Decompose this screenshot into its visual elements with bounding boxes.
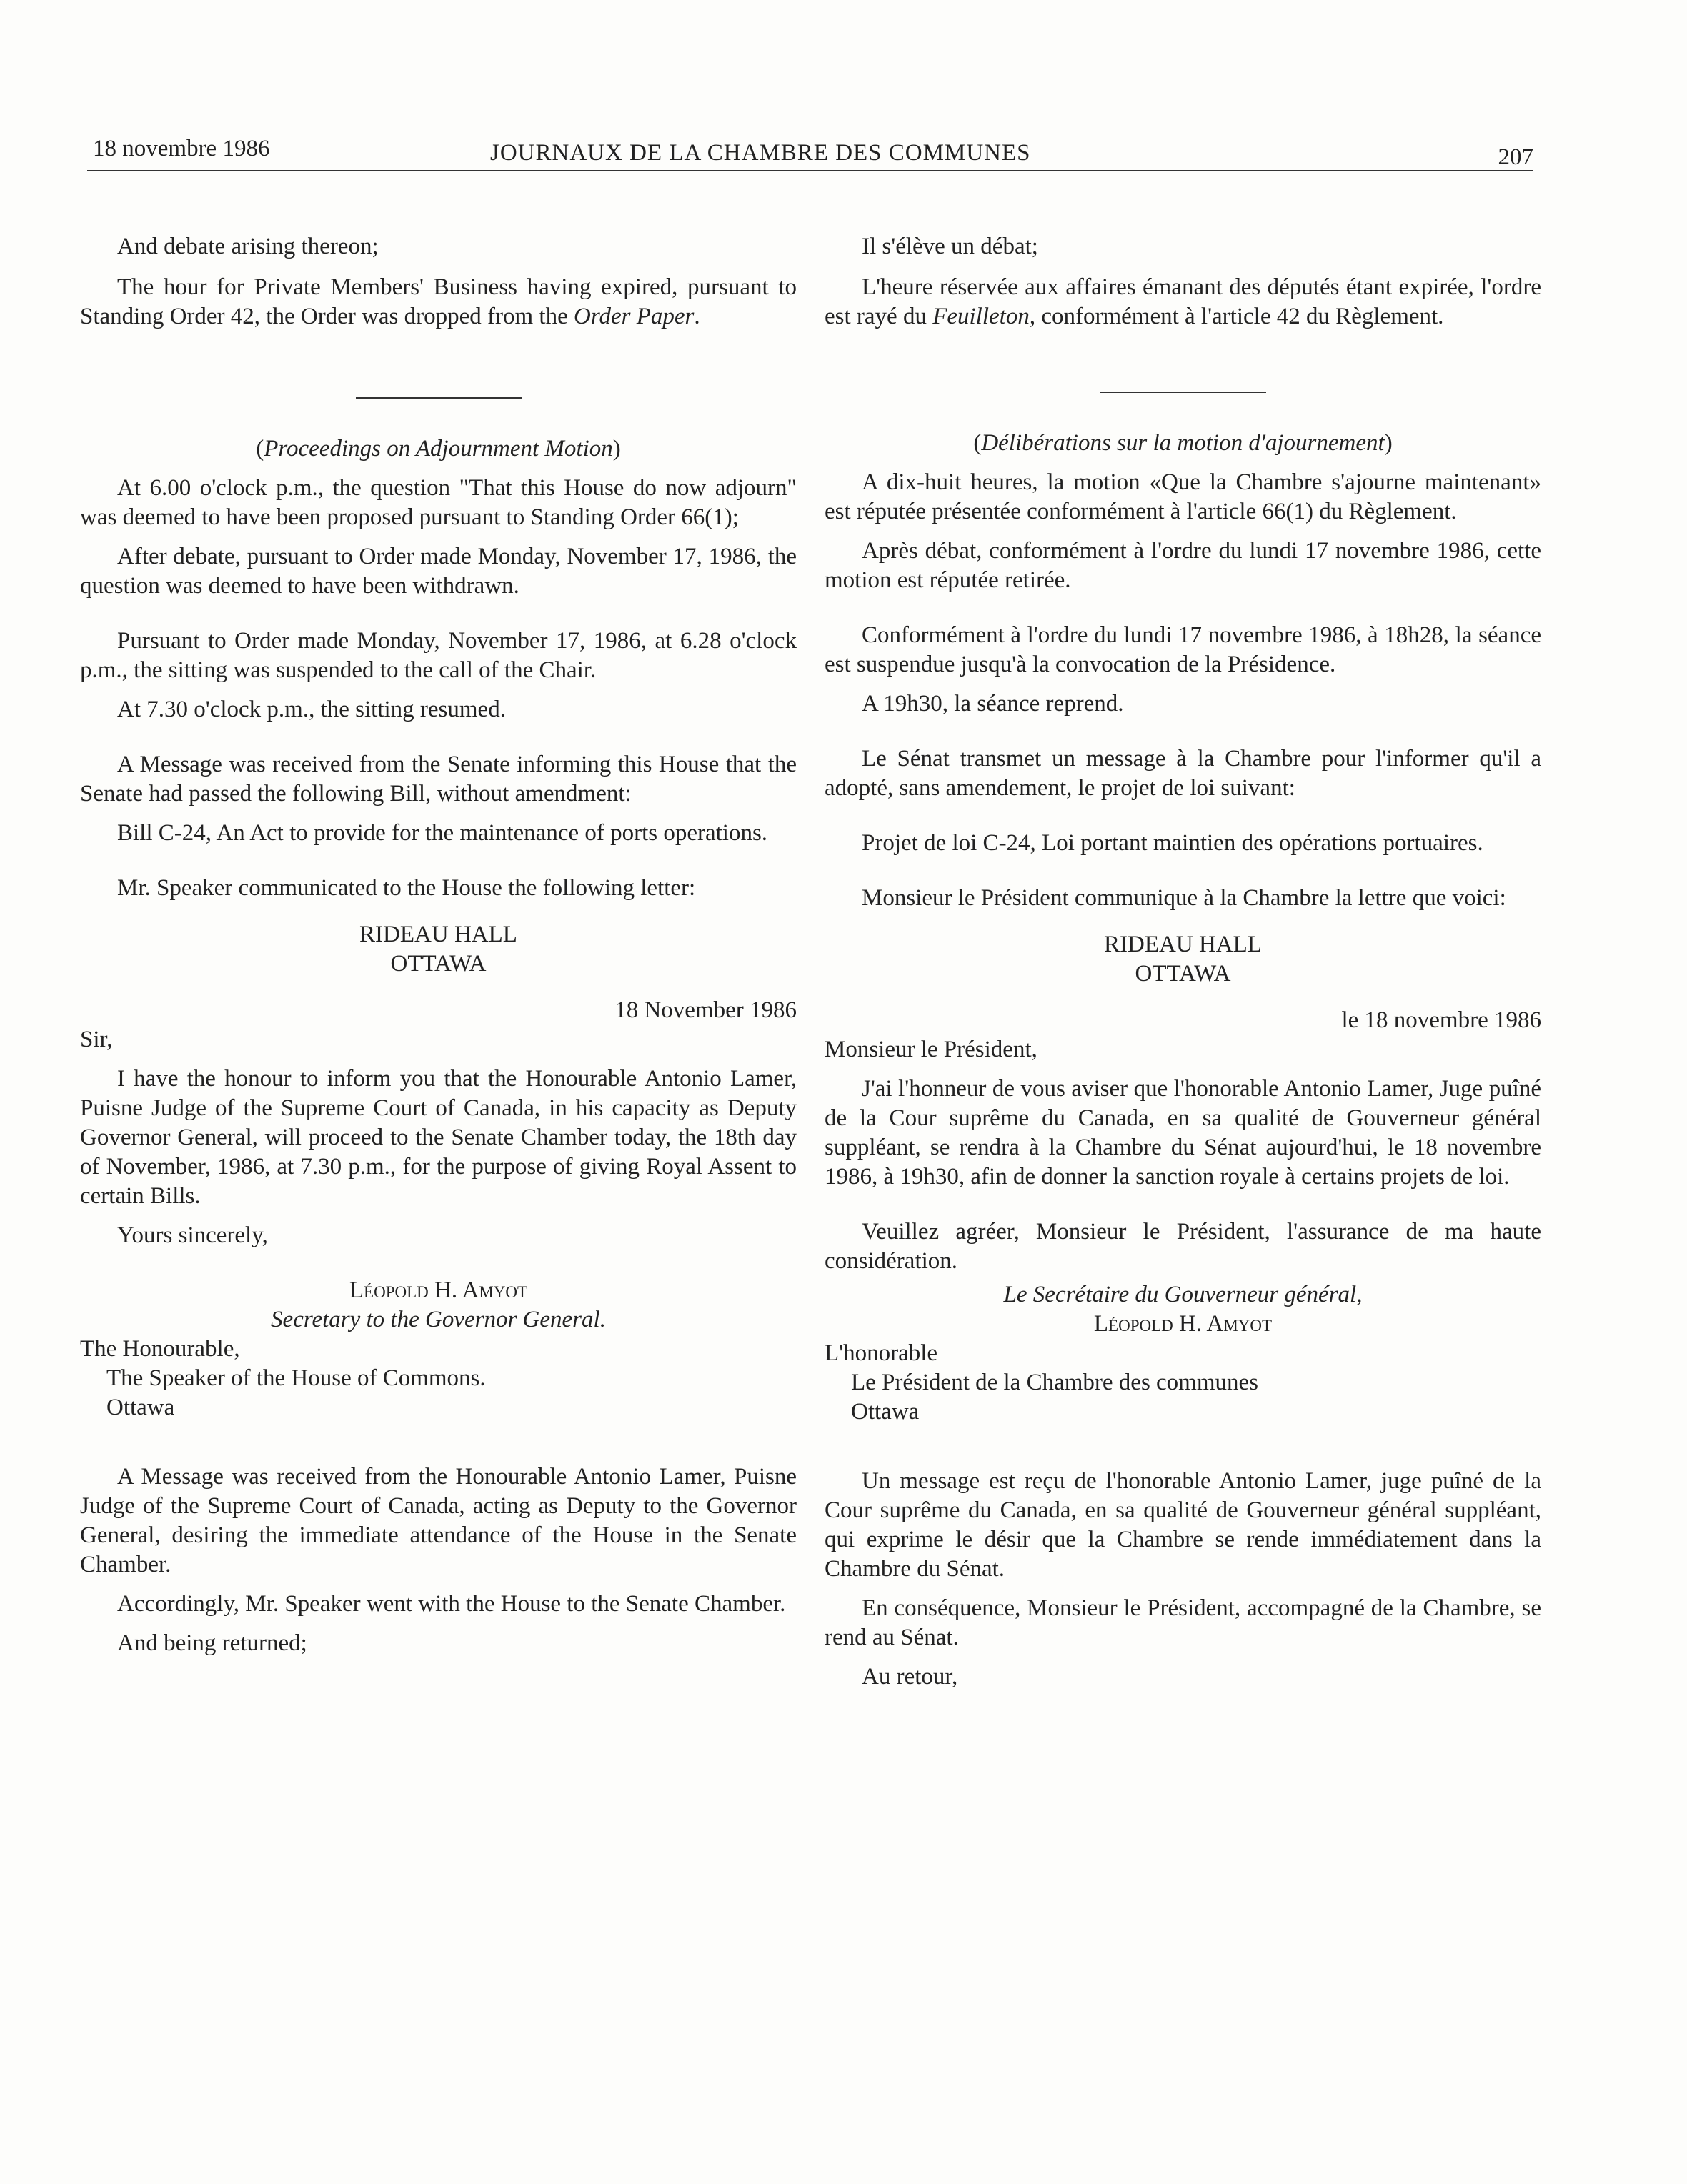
fr-section-rule: [1100, 392, 1266, 393]
fr-feuilleton: Feuilleton: [932, 304, 1030, 329]
en-letter-body: I have the honour to inform you that the Honourable Antonio Lamer, Puisne Judge of the Supreme Court of Canada, in his capacity as Deputy Governor General, will proceed to the Senate Chamber today, the 18th day of November, 1986, at 7.30 p.m., for the purpose of giving Royal Assent to certain Bills.: [80, 1066, 797, 1209]
en-addressee-1: The Honourable,: [80, 1336, 240, 1362]
en-speaker-went: Accordingly, Mr. Speaker went with the House to the Senate Chamber.: [117, 1591, 786, 1617]
en-proceedings-title: (Proceedings on Adjournment Motion): [256, 436, 621, 462]
en-debate-arising: And debate arising thereon;: [117, 234, 379, 259]
journal-title: JOURNAUX DE LA CHAMBRE DES COMMUNES: [490, 140, 1031, 166]
fr-en-consequence: En conséquence, Monsieur le Président, accompagné de la Chambre, se rend au Sénat.: [825, 1595, 1541, 1650]
fr-seance-suspendue: Conformément à l'ordre du lundi 17 novembre 1986, à 18h28, la séance est suspendue jusqu'à la convocation de la Présidence.: [825, 622, 1541, 677]
en-salutation: Sir,: [80, 1027, 113, 1052]
page-number: 207: [1498, 144, 1533, 170]
page-header: [87, 136, 1533, 179]
en-letter-date: 18 November 1986: [614, 997, 797, 1023]
en-bill-c24: Bill C-24, An Act to provide for the maintenance of ports operations.: [117, 820, 768, 846]
header-rule: [87, 170, 1533, 171]
french-column: [825, 232, 1541, 1692]
fr-addressee-2: Le Président de la Chambre des communes: [851, 1370, 1259, 1395]
en-sitting-resumed: At 7.30 o'clock p.m., the sitting resumed.: [117, 697, 506, 722]
en-question-withdrawn: After debate, pursuant to Order made Monday, November 17, 1986, the question was deemed to have been withdrawn.: [80, 544, 797, 599]
fr-au-retour: Au retour,: [862, 1664, 958, 1690]
fr-heure-reservee: L'heure réservée aux affaires émanant des députés étant expirée, l'ordre est rayé du Feuilleton, conformément à l'article 42 du Règlement.: [825, 274, 1541, 329]
en-addressee-3: Ottawa: [106, 1395, 175, 1420]
fr-addressee-1: L'honorable: [825, 1340, 938, 1366]
en-order-paper: Order Paper: [574, 304, 695, 329]
en-speaker-letter-intro: Mr. Speaker communicated to the House the following letter:: [117, 875, 696, 901]
fr-lettre-intro: Monsieur le Président communique à la Chambre la lettre que voici:: [862, 885, 1506, 911]
en-private-members-expired: The hour for Private Members' Business having expired, pursuant to Standing Order 42, the Order was dropped from the Order Paper.: [80, 274, 797, 329]
fr-projet-c24: Projet de loi C-24, Loi portant maintien des opérations portuaires.: [862, 830, 1483, 856]
en-being-returned: And being returned;: [117, 1630, 307, 1656]
fr-signature-title: Le Secrétaire du Gouverneur général,: [1003, 1282, 1363, 1307]
en-letter-place-1: RIDEAU HALL: [359, 922, 517, 947]
en-closing: Yours sincerely,: [117, 1222, 268, 1248]
fr-closing: Veuillez agréer, Monsieur le Président, l'assurance de ma haute considération.: [825, 1219, 1541, 1274]
fr-signature: Léopold H. Amyot: [1093, 1311, 1273, 1337]
fr-addressee-3: Ottawa: [851, 1399, 920, 1425]
english-column: [80, 232, 797, 1658]
en-letter-place-2: OTTAWA: [390, 951, 487, 977]
fr-debat: Il s'élève un débat;: [862, 234, 1038, 259]
fr-motion-retiree: Après débat, conformément à l'ordre du lundi 17 novembre 1986, cette motion est réputée retirée.: [825, 538, 1541, 593]
fr-salutation: Monsieur le Président,: [825, 1037, 1037, 1062]
header-date: 18 novembre 1986: [93, 136, 270, 161]
fr-letter-place-1: RIDEAU HALL: [1104, 932, 1262, 957]
fr-letter-date: le 18 novembre 1986: [1341, 1007, 1541, 1033]
en-signature-title: Secretary to the Governor General.: [271, 1307, 606, 1332]
en-senate-message: A Message was received from the Senate informing this House that the Senate had passed the following Bill, without amendment:: [80, 752, 797, 807]
en-sitting-suspended: Pursuant to Order made Monday, November 17, 1986, at 6.28 o'clock p.m., the sitting was suspended to the call of the Chair.: [80, 628, 797, 683]
fr-seance-reprend: A 19h30, la séance reprend.: [862, 691, 1124, 717]
fr-message-senat: Le Sénat transmet un message à la Chambre pour l'informer qu'il a adopté, sans amendement, le projet de loi suivant:: [825, 746, 1541, 801]
fr-letter-place-2: OTTAWA: [1135, 961, 1231, 987]
en-deputy-message: A Message was received from the Honourable Antonio Lamer, Puisne Judge of the Supreme Court of Canada, acting as Deputy to the Governor General, desiring the immediate attendance of the House in the Senate Chamber.: [80, 1464, 797, 1577]
en-signature: Léopold H. Amyot: [349, 1277, 528, 1303]
fr-motion-ajournement: A dix-huit heures, la motion «Que la Chambre s'ajourne maintenant» est réputée présentée conformément à l'article 66(1) du Règlement.: [825, 469, 1541, 524]
en-section-rule: [356, 397, 522, 399]
fr-letter-body: J'ai l'honneur de vous aviser que l'honorable Antonio Lamer, Juge puîné de la Cour suprême du Canada, en sa qualité de Gouverneur général suppléant, se rendra à la Chambre du Sénat aujourd'hui, le 18 novembre 1986, à 19h30, afin de donner la sanction royale à certains projets de loi.: [825, 1076, 1541, 1190]
fr-message-lamer: Un message est reçu de l'honorable Antonio Lamer, juge puîné de la Cour suprême du Canada, en sa qualité de Gouverneur général suppléant, qui exprime le désir que la Chambre se rende immédiatement dans la Chambre du Sénat.: [825, 1468, 1541, 1582]
en-addressee-2: The Speaker of the House of Commons.: [106, 1365, 486, 1391]
en-adjournment-question: At 6.00 o'clock p.m., the question "That this House do now adjourn" was deemed to have been proposed pursuant to Standing Order 66(1);: [80, 475, 797, 530]
fr-deliberations-title: (Délibérations sur la motion d'ajournement): [973, 430, 1393, 456]
